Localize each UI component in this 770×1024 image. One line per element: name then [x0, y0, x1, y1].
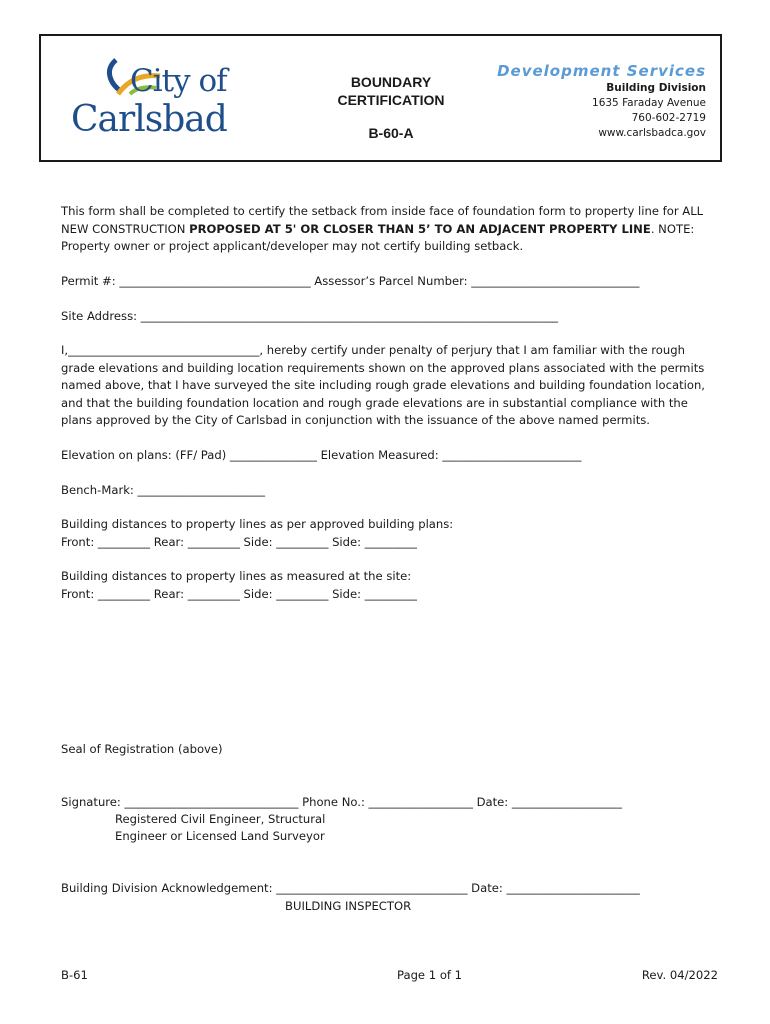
department-name: Development Services: [497, 62, 706, 80]
footer-form-number: B-61: [61, 968, 88, 982]
department-info: [497, 61, 706, 141]
plans-distances-heading: Building distances to property lines as per approved building plans:: [61, 517, 454, 531]
site-address-field: Site Address: ________________________________________________________________________: [61, 309, 559, 323]
signer-title-line2: Engineer or Licensed Land Surveyor: [115, 829, 325, 843]
signature-field: Signature: ______________________________ Phone No.: __________________ Date: ___________________: [61, 795, 623, 809]
department-phone: 760-602-2719: [631, 112, 706, 124]
footer-page-number: Page 1 of 1: [397, 968, 463, 982]
measured-distances-fields: Front: _________ Rear: _________ Side: _________ Side: _________: [61, 587, 417, 601]
acknowledgement-field: Building Division Acknowledgement: _________________________________ Date: _______________________: [61, 881, 640, 895]
form-title: [322, 73, 460, 109]
certification-paragraph: I,_________________________________, hereby certify under penalty of perjury that I am familiar with the rough grade elevations and building location requirements shown on the approved plans associated with the permits named above, that I have surveyed the site including rough grade elevations and building foundation location, and that the building foundation location and rough grade elevations are in substantial compliance with the plans approved by the City of Carlsbad in conjunction with the issuance of the above named permits.: [61, 343, 705, 427]
division-name: Building Division: [606, 82, 706, 94]
measured-distances-heading: Building distances to property lines as measured at the site:: [61, 569, 412, 583]
footer-revision: Rev. 04/2022: [641, 968, 718, 982]
intro-paragraph: [61, 203, 721, 256]
department-website: www.carlsbadca.gov: [598, 127, 706, 139]
benchmark-field: Bench-Mark: ______________________: [61, 483, 266, 497]
intro-text-bold: PROPOSED AT 5' OR CLOSER THAN 5’ TO AN ADJACENT PROPERTY LINE: [189, 221, 651, 236]
seal-label: Seal of Registration (above): [61, 742, 223, 756]
department-address: 1635 Faraday Avenue: [592, 97, 706, 109]
signer-title-line1: Registered Civil Engineer, Structural: [115, 812, 326, 826]
permit-field: Permit #: _________________________________ Assessor’s Parcel Number: _____________________________: [61, 274, 640, 288]
logo-text-city-of: City of: [130, 63, 227, 99]
intro-text-b: . NOTE: Property owner or project applicant/developer may not certify building setback.: [61, 221, 695, 253]
intro-text-a: This form shall be completed to certify the setback from inside face of foundation form to property line for ALL NEW CONSTRUCTION: [61, 204, 704, 236]
plans-distances-fields: Front: _________ Rear: _________ Side: _________ Side: _________: [61, 535, 417, 549]
form-code: B-60-A: [368, 125, 414, 141]
elevation-field: Elevation on plans: (FF/ Pad) _______________ Elevation Measured: ________________________: [61, 448, 582, 462]
logo-text-carlsbad: Carlsbad: [71, 99, 227, 140]
form-title-line2: CERTIFICATION: [337, 92, 445, 108]
inspector-label: BUILDING INSPECTOR: [285, 899, 412, 913]
form-title-line1: BOUNDARY: [350, 74, 432, 90]
